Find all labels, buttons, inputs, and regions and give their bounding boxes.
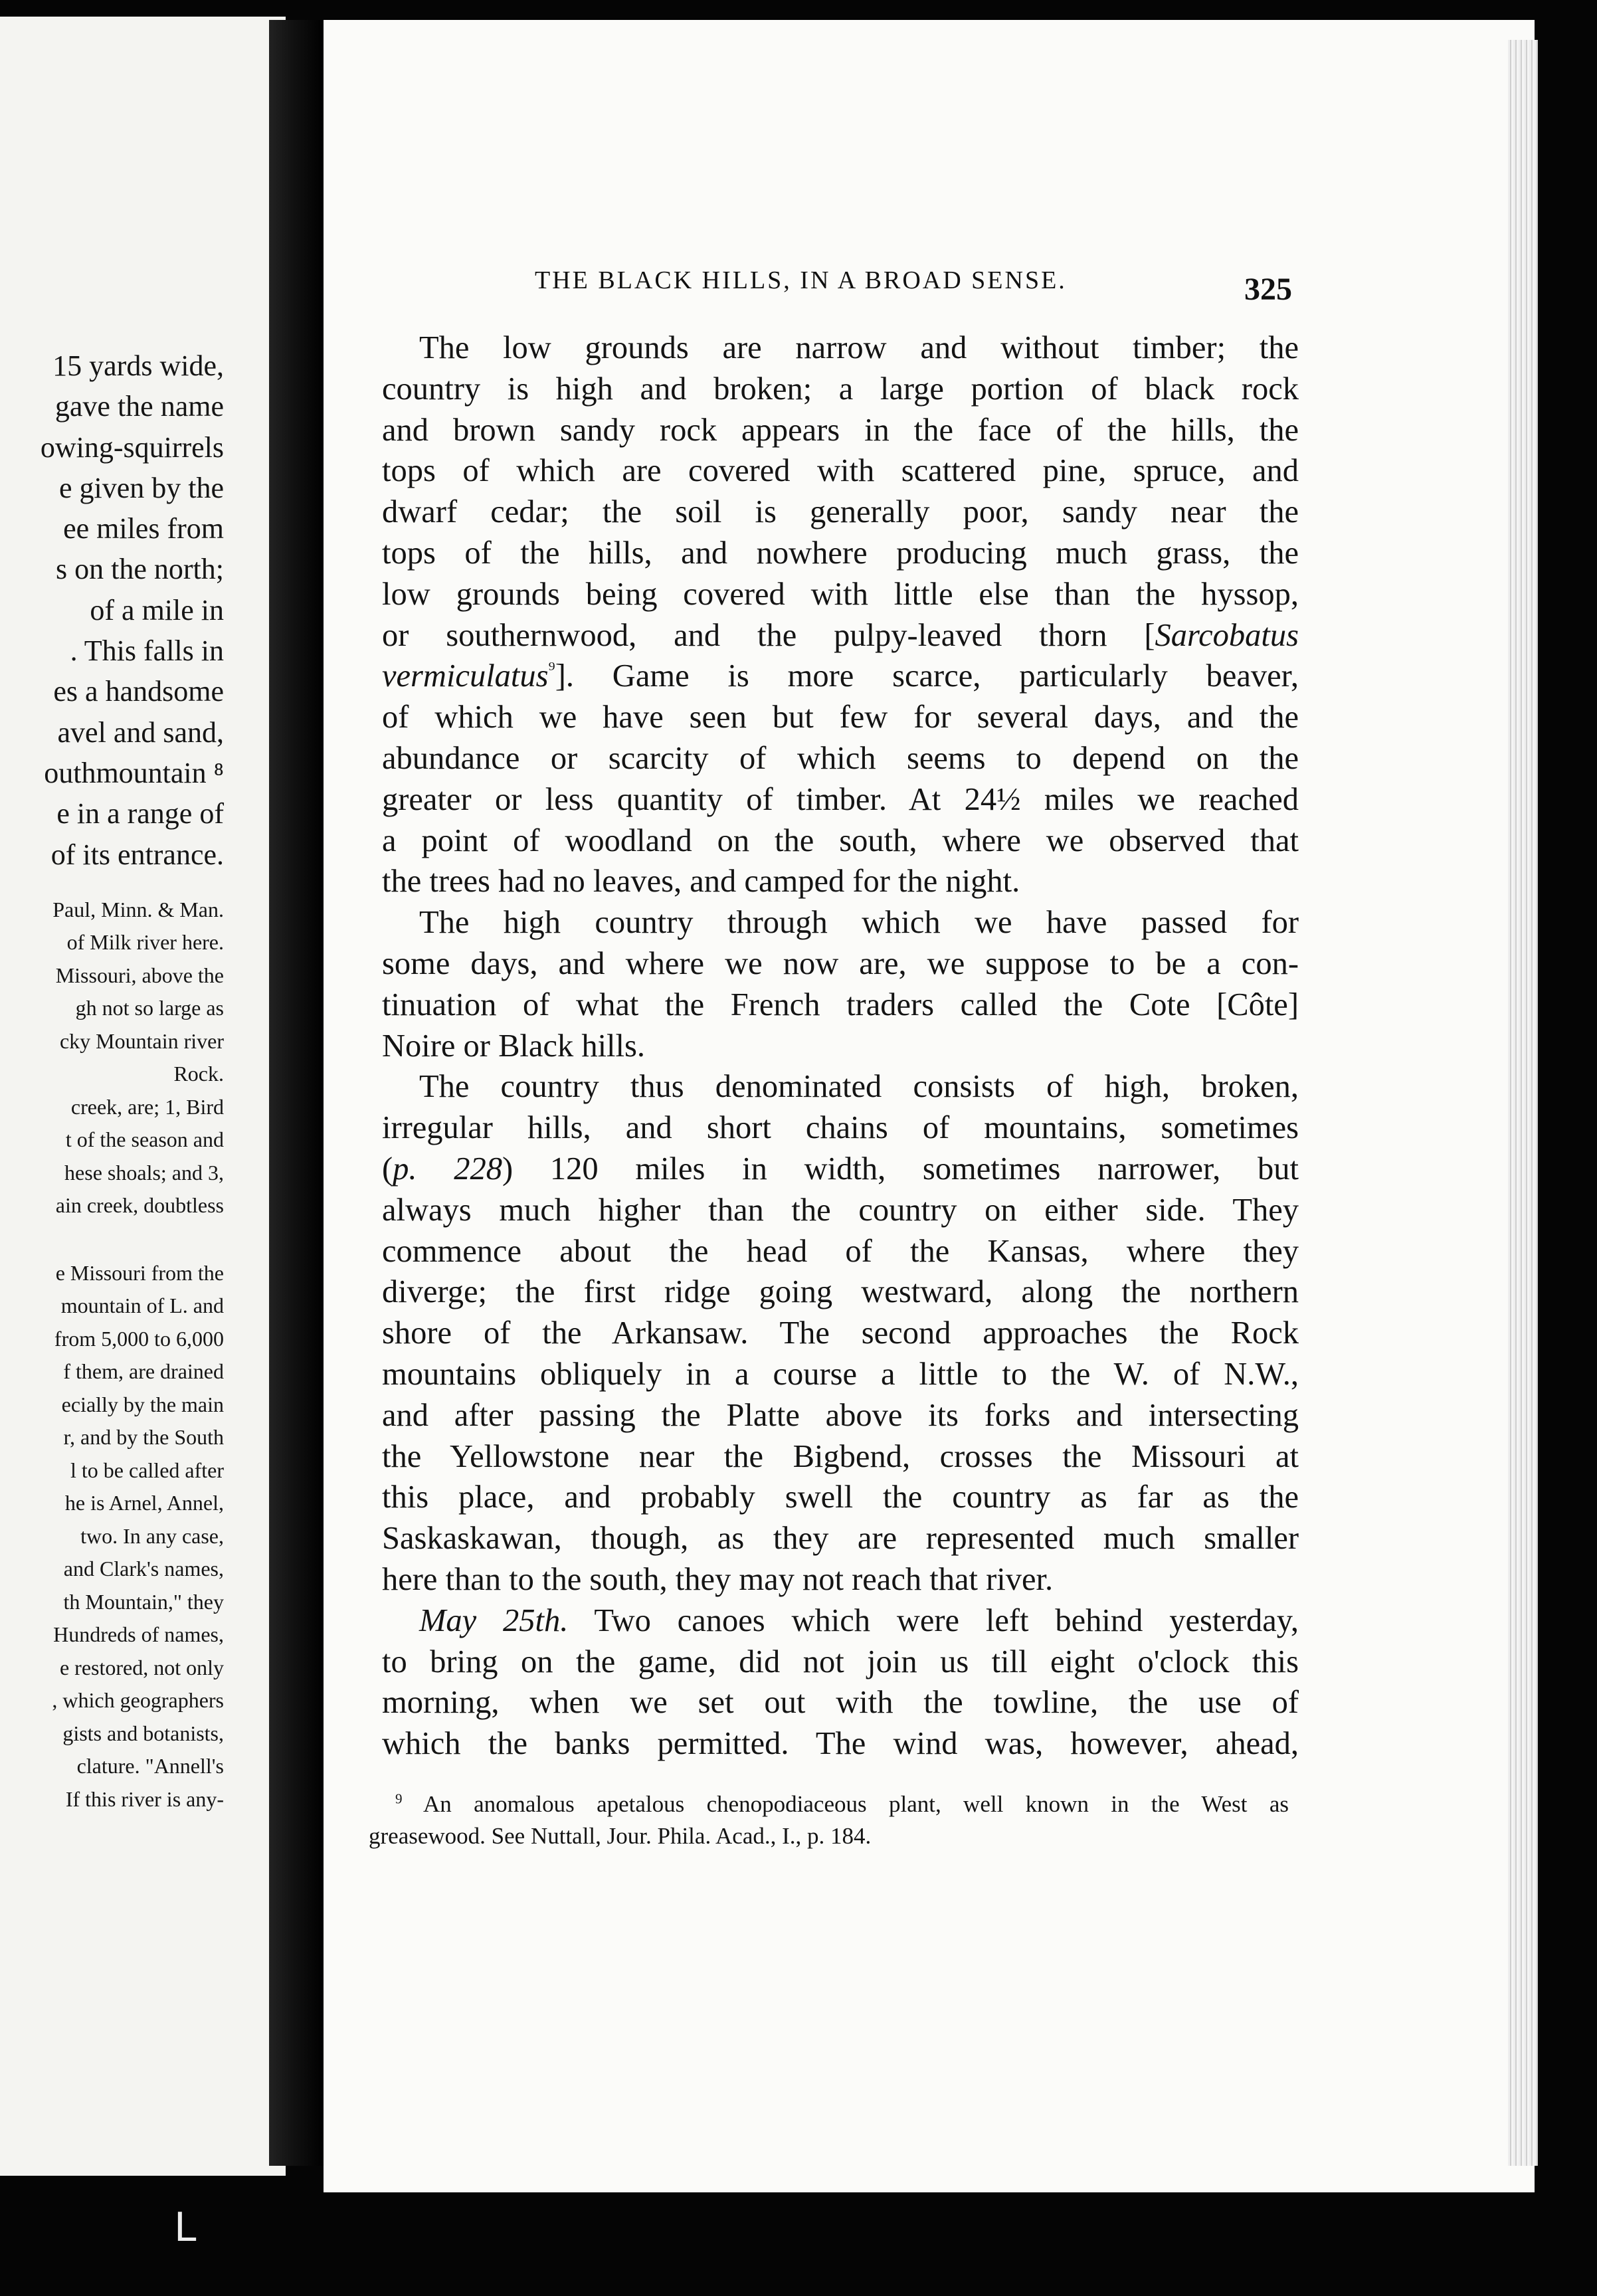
left-line: 15 yards wide, xyxy=(52,349,224,382)
page-edge-stack xyxy=(1508,40,1538,2166)
left-line: of a mile in xyxy=(90,593,224,626)
left-note-line: two. In any case, xyxy=(80,1523,224,1548)
scan-mark: ᒪ xyxy=(174,2204,197,2251)
left-note-line: If this river is any- xyxy=(65,1786,224,1811)
left-line: gave the name xyxy=(54,390,224,423)
left-footnotes xyxy=(41,894,224,1816)
running-head: THE BLACK HILLS, IN A BROAD SENSE. xyxy=(535,266,1067,294)
page-number: 325 xyxy=(1244,272,1292,307)
footnotes xyxy=(369,1788,1289,1852)
text-line xyxy=(382,1149,1299,1190)
footnote-line: greasewood. See Nuttall, Jour. Phila. Acad., I., p. 184. xyxy=(369,1823,872,1849)
text-line: commence about the head of the Kansas, where they xyxy=(382,1233,1299,1269)
left-note-line: l to be called after xyxy=(70,1458,224,1482)
text-line: to bring on the game, did not join us till eight o'clock this xyxy=(382,1644,1299,1679)
text-line: mountains obliquely in a course a little to the W. of N.W., xyxy=(382,1356,1299,1392)
left-note-line: Missouri, above the xyxy=(55,963,224,987)
text-line: The high country through which we have passed for xyxy=(419,905,1299,941)
left-note-line: e restored, not only xyxy=(59,1655,224,1679)
left-note-line: f them, are drained xyxy=(63,1359,224,1384)
text-line: country is high and broken; a large portion of black rock xyxy=(382,371,1299,407)
left-note-line: hese shoals; and 3, xyxy=(64,1160,224,1185)
italic-term: Sarcobatus xyxy=(1155,617,1299,653)
left-note-line: th Mountain," they xyxy=(63,1589,224,1614)
text-span: ]. Game is more scarce, particularly beaver, xyxy=(555,658,1299,694)
left-page xyxy=(0,17,286,2176)
text-line: Saskaskawan, though, as they are represented much smaller xyxy=(382,1521,1299,1557)
text-line xyxy=(382,656,1299,697)
text-line: the Yellowstone near the Bigbend, crosses the Missouri at xyxy=(382,1438,1299,1474)
text-line xyxy=(382,615,1299,656)
text-line: of which we have seen but few for several days, and the xyxy=(382,700,1299,735)
text-line: the trees had no leaves, and camped for the night. xyxy=(382,864,1020,900)
left-note-line: mountain of L. and xyxy=(60,1293,224,1318)
left-note-line: , which geographers xyxy=(52,1688,224,1713)
text-line: always much higher than the country on either side. They xyxy=(382,1192,1299,1228)
left-note-line: he is Arnel, Annel, xyxy=(64,1491,224,1515)
text-line: morning, when we set out with the towline, the use of xyxy=(382,1685,1299,1721)
left-note-line: Hundreds of names, xyxy=(53,1622,224,1647)
left-note-line: ecially by the main xyxy=(61,1392,224,1416)
left-line: of its entrance. xyxy=(50,838,224,871)
text-line xyxy=(382,1600,1299,1642)
italic-term: vermiculatus xyxy=(382,658,549,694)
text-line: and after passing the Platte above its forks and intersecting xyxy=(382,1397,1299,1433)
text-line: tops of which are covered with scattered pine, spruce, and xyxy=(382,453,1299,489)
left-line: outhmountain ⁸ xyxy=(44,756,224,789)
text-span: or southernwood, and the pulpy-leaved thorn [ xyxy=(382,617,1155,653)
text-line: dwarf cedar; the soil is generally poor, sandy near the xyxy=(382,494,1299,530)
text-line: The country thus denominated consists of high, broken, xyxy=(419,1069,1299,1105)
left-note-line: from 5,000 to 6,000 xyxy=(54,1326,224,1351)
left-note-line: gists and botanists, xyxy=(62,1721,224,1745)
page-reference: p. 228 xyxy=(393,1151,503,1187)
text-span: Two canoes which were left behind yesterday, xyxy=(568,1602,1299,1638)
left-line: owing-squirrels xyxy=(40,430,224,464)
left-note-line: and Clark's names, xyxy=(63,1557,224,1581)
date-heading: May 25th. xyxy=(419,1602,569,1638)
left-line: ee miles from xyxy=(63,512,224,545)
left-line: e given by the xyxy=(58,471,224,504)
footnote-number: 9 xyxy=(395,1790,403,1807)
left-note-line: Paul, Minn. & Man. xyxy=(52,897,224,921)
left-note-line: of Milk river here. xyxy=(66,930,224,955)
text-line: The low grounds are narrow and without timber; the xyxy=(419,330,1299,365)
text-line: tinuation of what the French traders called the Cote [Côte] xyxy=(382,987,1299,1022)
left-note-line: t of the season and xyxy=(65,1127,224,1152)
text-line: irregular hills, and short chains of mountains, sometimes xyxy=(382,1110,1299,1146)
footnote-text: An anomalous apetalous chenopodiaceous plant, well known in the West as xyxy=(423,1791,1289,1817)
text-span: ( xyxy=(382,1151,393,1187)
text-line: abundance or scarcity of which seems to depend on the xyxy=(382,740,1299,776)
left-line: s on the north; xyxy=(56,553,224,586)
text-line: Noire or Black hills. xyxy=(382,1028,646,1064)
text-line: diverge; the first ridge going westward, along the northern xyxy=(382,1274,1299,1310)
book-gutter xyxy=(269,20,324,2166)
footnote-line xyxy=(369,1788,1289,1820)
left-line: . This falls in xyxy=(70,634,224,668)
left-note-line: e Missouri from the xyxy=(55,1260,224,1285)
body-text xyxy=(382,328,1299,1765)
text-line: tops of the hills, and nowhere producing much grass, the xyxy=(382,535,1299,571)
left-note-line: creek, are; 1, Bird xyxy=(70,1094,224,1119)
text-line: some days, and where we now are, we suppose to be a con- xyxy=(382,945,1299,981)
left-note-line: r, and by the South xyxy=(63,1425,224,1450)
left-note-line: clature. "Annell's xyxy=(76,1754,224,1778)
left-note-line: cky Mountain river xyxy=(59,1028,224,1053)
text-span: ) 120 miles in width, sometimes narrower, but xyxy=(502,1151,1299,1187)
text-line: this place, and probably swell the country as far as the xyxy=(382,1480,1299,1515)
left-page-text xyxy=(41,345,224,1816)
text-line: shore of the Arkansaw. The second approaches the Rock xyxy=(382,1315,1299,1351)
left-note-line: gh not so large as xyxy=(75,996,224,1020)
text-line: low grounds being covered with little else than the hyssop, xyxy=(382,576,1299,612)
left-note-line: Rock. xyxy=(173,1062,224,1086)
left-note-line: ain creek, doubtless xyxy=(55,1193,224,1218)
footnote-marker: ⁹ xyxy=(548,658,555,680)
text-line: which the banks permitted. The wind was, however, ahead, xyxy=(382,1726,1299,1762)
text-line: and brown sandy rock appears in the face of the hills, the xyxy=(382,412,1299,448)
text-line: greater or less quantity of timber. At 24½ miles we reached xyxy=(382,781,1299,817)
text-line: here than to the south, they may not reach that river. xyxy=(382,1561,1054,1597)
left-line: es a handsome xyxy=(53,675,224,708)
left-line: avel and sand, xyxy=(57,716,224,749)
text-line: a point of woodland on the south, where we observed that xyxy=(382,822,1299,858)
left-line: e in a range of xyxy=(56,797,224,830)
